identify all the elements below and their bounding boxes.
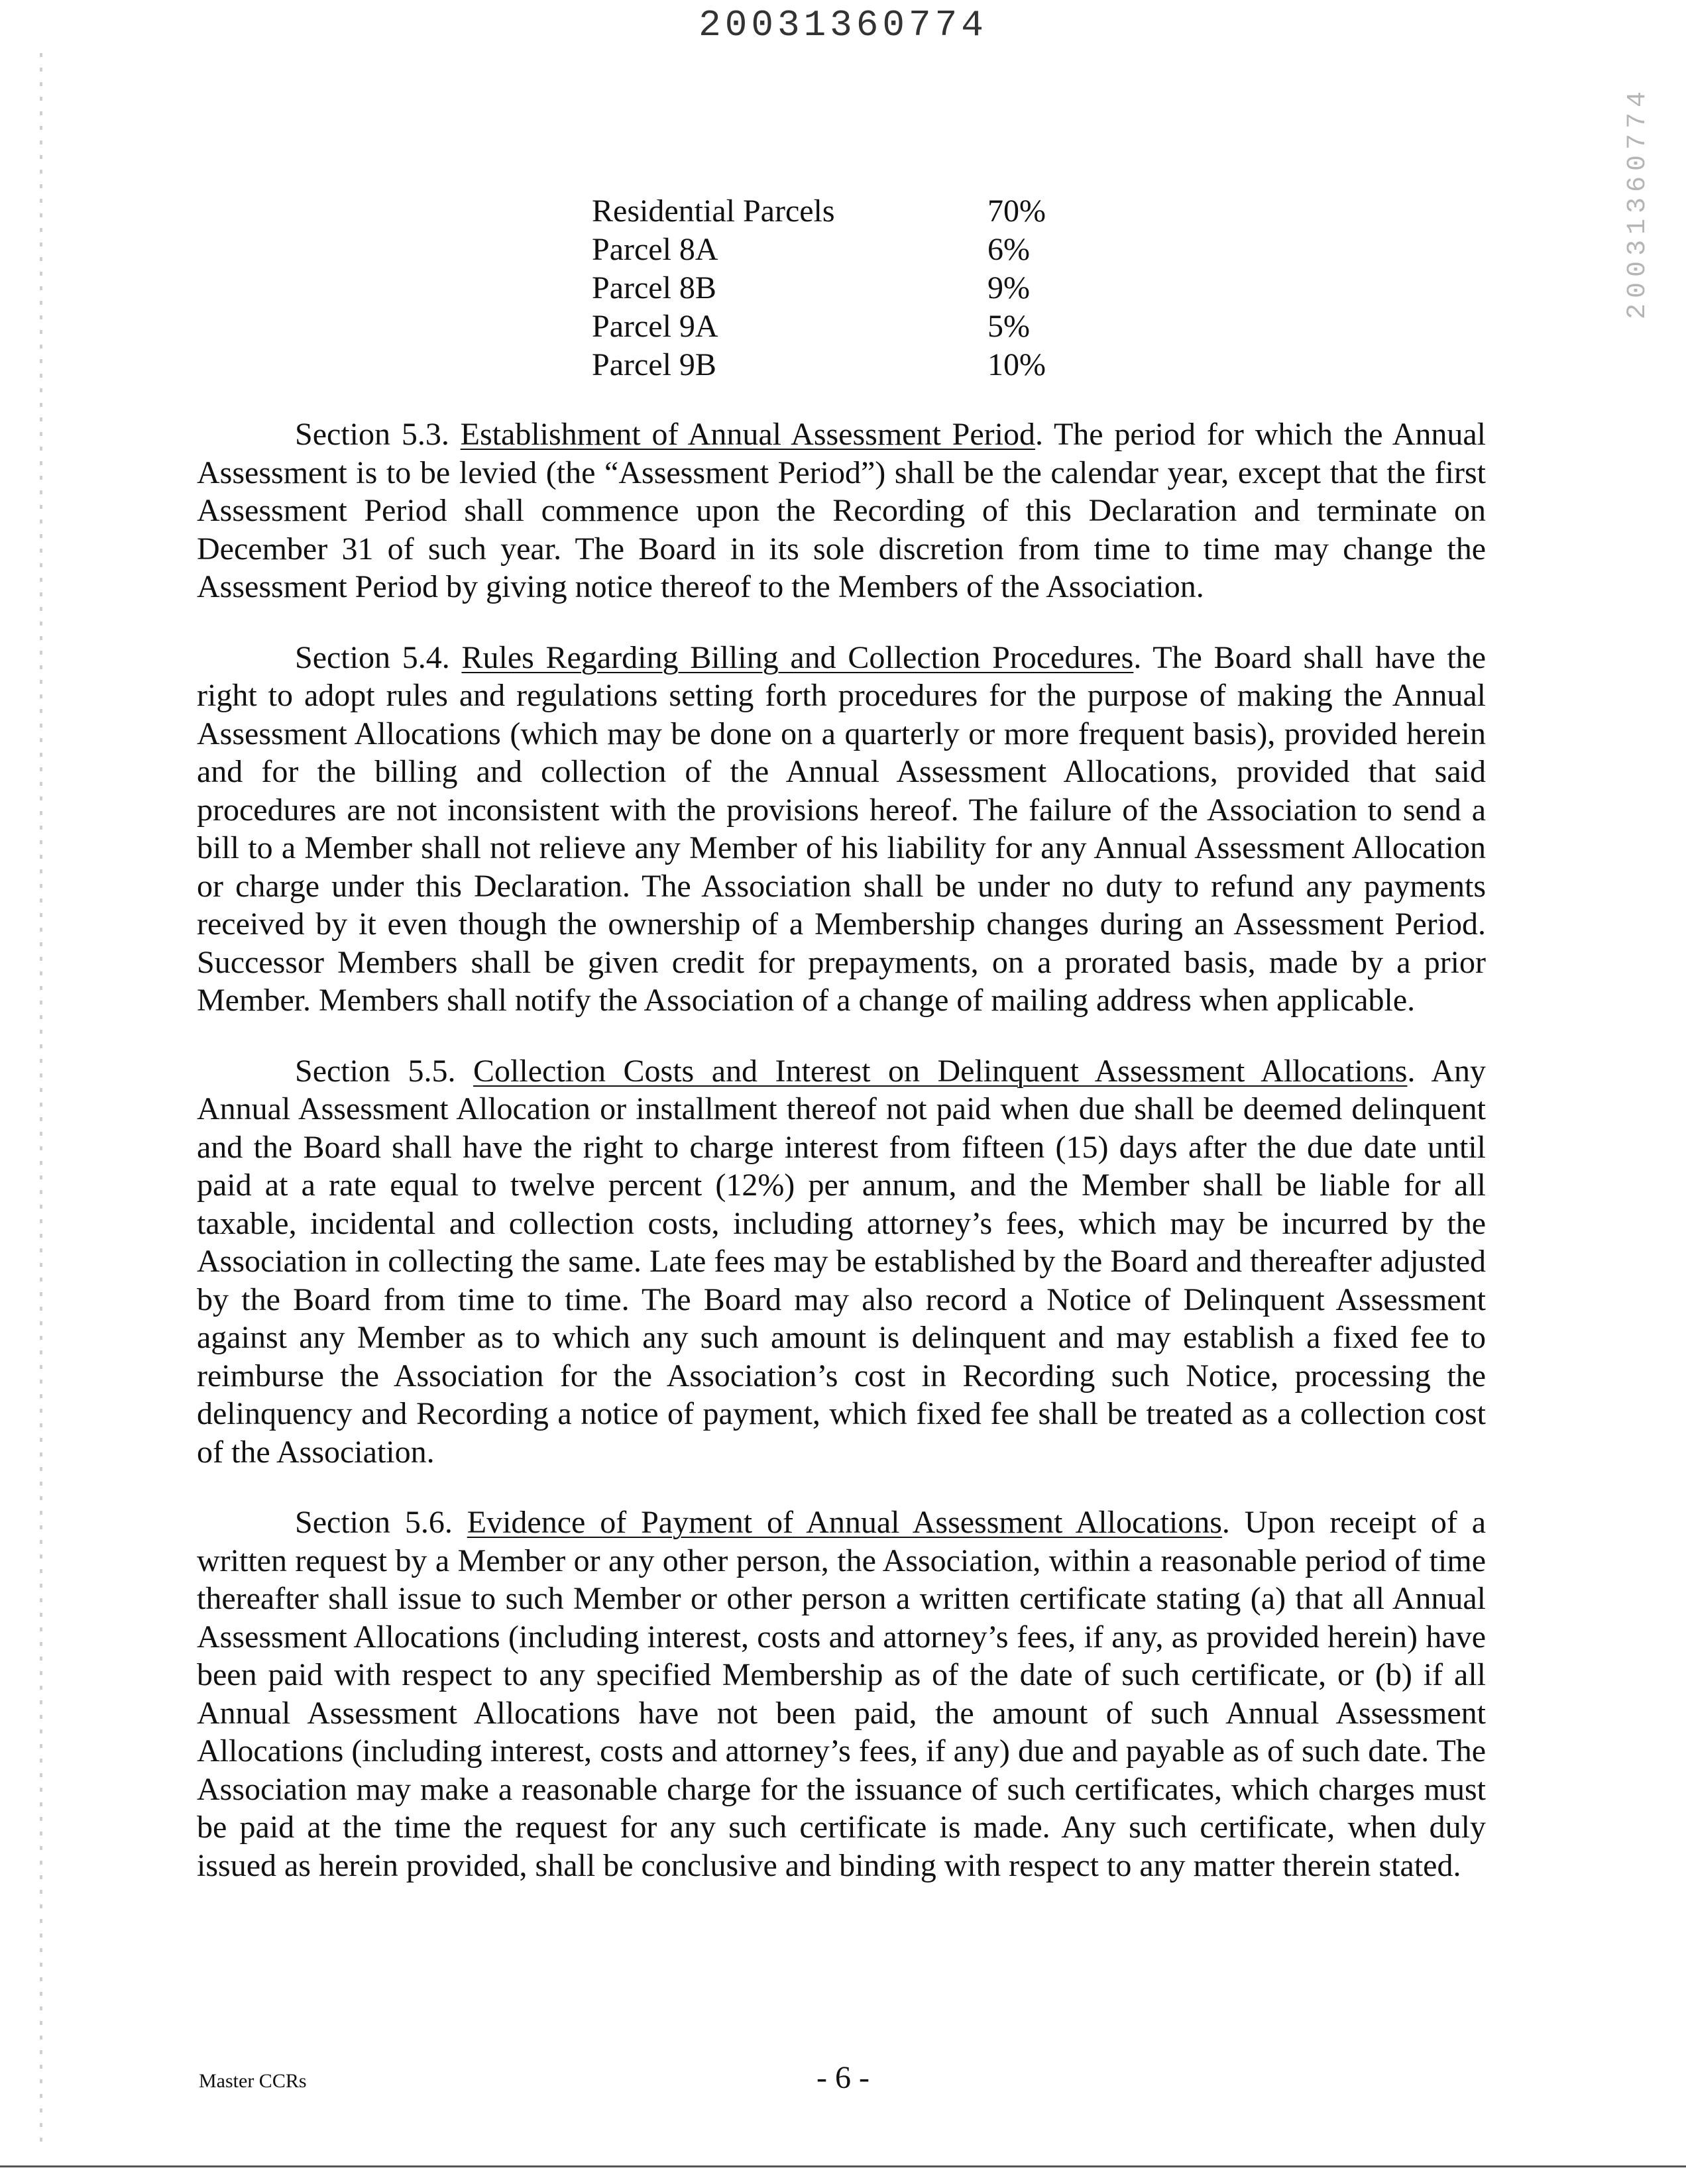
section-heading: Rules Regarding Billing and Collection Procedures	[461, 639, 1134, 675]
page-number: - 6 -	[816, 2060, 870, 2095]
parcel-percent: 6%	[987, 232, 1030, 267]
section-5-3: Section 5.3. Establishment of Annual Assessment Period. The period for which the Annual Assessment is to be levied (the “Assessment Period”) shall be the calendar year, except that the first Assessment Period shall commence upon the Recording of this Declaration and terminate on December 31 of such year. The Board in its sole discretion from time to time may change the Assessment Period by giving notice thereof to the Members of the Association.	[197, 417, 1486, 604]
section-text: Upon receipt of a written request by a Member or any other person, the Association, within a reasonable period of time thereafter shall issue to such Member or other person a written certificate stating (a) that all Annual Assessment Allocations (including interest, costs and attorney’s fees, if any, as provided herein) have been paid with respect to any specified Membership as of the date of such certificate, or (b) if all Annual Assessment Allocations have not been paid, the amount of such Annual Assessment Allocations (including interest, costs and attorney’s fees, if any) due and payable as of such date. The Association may make a reasonable charge for the issuance of such certificates, which charges must be paid at the time the request for any such certificate is made. Any such certificate, when duly issued as herein provided, shall be conclusive and binding with respect to any matter therein stated.	[197, 1505, 1486, 1883]
section-number: Section 5.4.	[295, 639, 450, 675]
parcel-percent: 70%	[987, 193, 1046, 229]
parcel-allocation-table	[592, 192, 1120, 384]
parcel-name: Parcel 9A	[592, 309, 718, 344]
section-5-5: Section 5.5. Collection Costs and Interest on Delinquent Assessment Allocations. Any Annual Assessment Allocation or installment thereof not paid when due shall be deemed delinquent and the Board shall have the right to charge interest from fifteen (15) days after the due date until paid at a rate equal to twelve percent (12%) per annum, and the Member shall be liable for all taxable, incidental and collection costs, including attorney’s fees, which may be incurred by the Association in collecting the same. Late fees may be established by the Board and thereafter adjusted by the Board from time to time. The Board may also record a Notice of Delinquent Assessment against any Member as to which any such amount is delinquent and may establish a fixed fee to reimburse the Association for the Association’s cost in Recording such Notice, processing the delinquency and Recording a notice of payment, which fixed fee shall be treated as a collection cost of the Association.	[197, 1053, 1487, 1470]
section-5-6: Section 5.6. Evidence of Payment of Annual Assessment Allocations. Upon receipt of a written request by a Member or any other person, the Association, within a reasonable period of time thereafter shall issue to such Member or other person a written certificate stating (a) that all Annual Assessment Allocations (including interest, costs and attorney’s fees, if any, as provided herein) have been paid with respect to any specified Membership as of the date of such certificate, or (b) if all Annual Assessment Allocations have not been paid, the amount of such Annual Assessment Allocations (including interest, costs and attorney’s fees, if any) due and payable as of such date. The Association may make a reasonable charge for the issuance of such certificates, which charges must be paid at the time the request for any such certificate is made. Any such certificate, when duly issued as herein provided, shall be conclusive and binding with respect to any matter therein stated.	[197, 1505, 1486, 1883]
parcel-percent: 5%	[987, 309, 1030, 344]
section-heading: Collection Costs and Interest on Delinquent Assessment Allocations	[473, 1053, 1408, 1089]
side-recording-stamp: 20031360774	[1623, 86, 1653, 320]
parcel-name: Parcel 8A	[592, 232, 718, 267]
section-number: Section 5.3.	[295, 417, 449, 452]
document-body	[197, 415, 1486, 1917]
section-text: The period for which the Annual Assessment is to be levied (the “Assessment Period”) shall be the calendar year, except that the first Assessment Period shall commence upon the Recording of this Declaration and terminate on December 31 of such year. The Board in its sole discretion from time to time may change the Assessment Period by giving notice thereof to the Members of the Association.	[197, 417, 1486, 604]
parcel-name: Parcel 8B	[592, 270, 716, 305]
bottom-rule	[0, 2165, 1686, 2167]
scan-edge-artifact	[40, 53, 42, 2147]
section-text: Any Annual Assessment Allocation or installment thereof not paid when due shall be deemed delinquent and the Board shall have the right to charge interest from fifteen (15) days after the due date until paid at a rate equal to twelve percent (12%) per annum, and the Member shall be liable for all taxable, incidental and collection costs, including attorney’s fees, which may be incurred by the Association in collecting the same. Late fees may be established by the Board and thereafter adjusted by the Board from time to time. The Board may also record a Notice of Delinquent Assessment against any Member as to which any such amount is delinquent and may establish a fixed fee to reimburse the Association for the Association’s cost in Recording such Notice, processing the delinquency and Recording a notice of payment, which fixed fee shall be treated as a collection cost of the Association.	[197, 1053, 1487, 1470]
parcel-row	[592, 269, 1120, 307]
parcel-percent: 9%	[987, 270, 1030, 305]
section-number: Section 5.6.	[295, 1505, 453, 1540]
parcel-row	[592, 231, 1120, 269]
section-text: The Board shall have the right to adopt rules and regulations setting forth procedures for the purpose of making the Annual Assessment Allocations (which may be done on a quarterly or more frequent basis), provided herein and for the billing and collection of the Annual Assessment Allocations, provided that said procedures are not inconsistent with the provisions hereof. The failure of the Association to send a bill to a Member shall not relieve any Member of his liability for any Annual Assessment Allocation or charge under this Declaration. The Association shall be under no duty to refund any payments received by it even though the ownership of a Membership changes during an Assessment Period. Successor Members shall be given credit for prepayments, on a prorated basis, made by a prior Member. Members shall notify the Association of a change of mailing address when applicable.	[197, 639, 1487, 1018]
document-number: 20031360774	[699, 4, 987, 46]
section-number: Section 5.5.	[295, 1053, 456, 1089]
parcel-name: Parcel 9B	[592, 347, 716, 382]
parcel-percent: 10%	[987, 347, 1046, 382]
parcel-name: Residential Parcels	[592, 193, 835, 229]
parcel-row	[592, 307, 1120, 346]
parcel-row	[592, 346, 1120, 384]
parcel-row	[592, 192, 1120, 231]
section-heading: Evidence of Payment of Annual Assessment Allocations	[467, 1505, 1222, 1540]
footer-document-label: Master CCRs	[199, 2070, 307, 2092]
section-heading: Establishment of Annual Assessment Period	[460, 417, 1035, 452]
section-5-4: Section 5.4. Rules Regarding Billing and Collection Procedures. The Board shall have the right to adopt rules and regulations setting forth procedures for the purpose of making the Annual Assessment Allocations (which may be done on a quarterly or more frequent basis), provided herein and for the billing and collection of the Annual Assessment Allocations, provided that said procedures are not inconsistent with the provisions hereof. The failure of the Association to send a bill to a Member shall not relieve any Member of his liability for any Annual Assessment Allocation or charge under this Declaration. The Association shall be under no duty to refund any payments received by it even though the ownership of a Membership changes during an Assessment Period. Successor Members shall be given credit for prepayments, on a prorated basis, made by a prior Member. Members shall notify the Association of a change of mailing address when applicable.	[197, 639, 1487, 1018]
